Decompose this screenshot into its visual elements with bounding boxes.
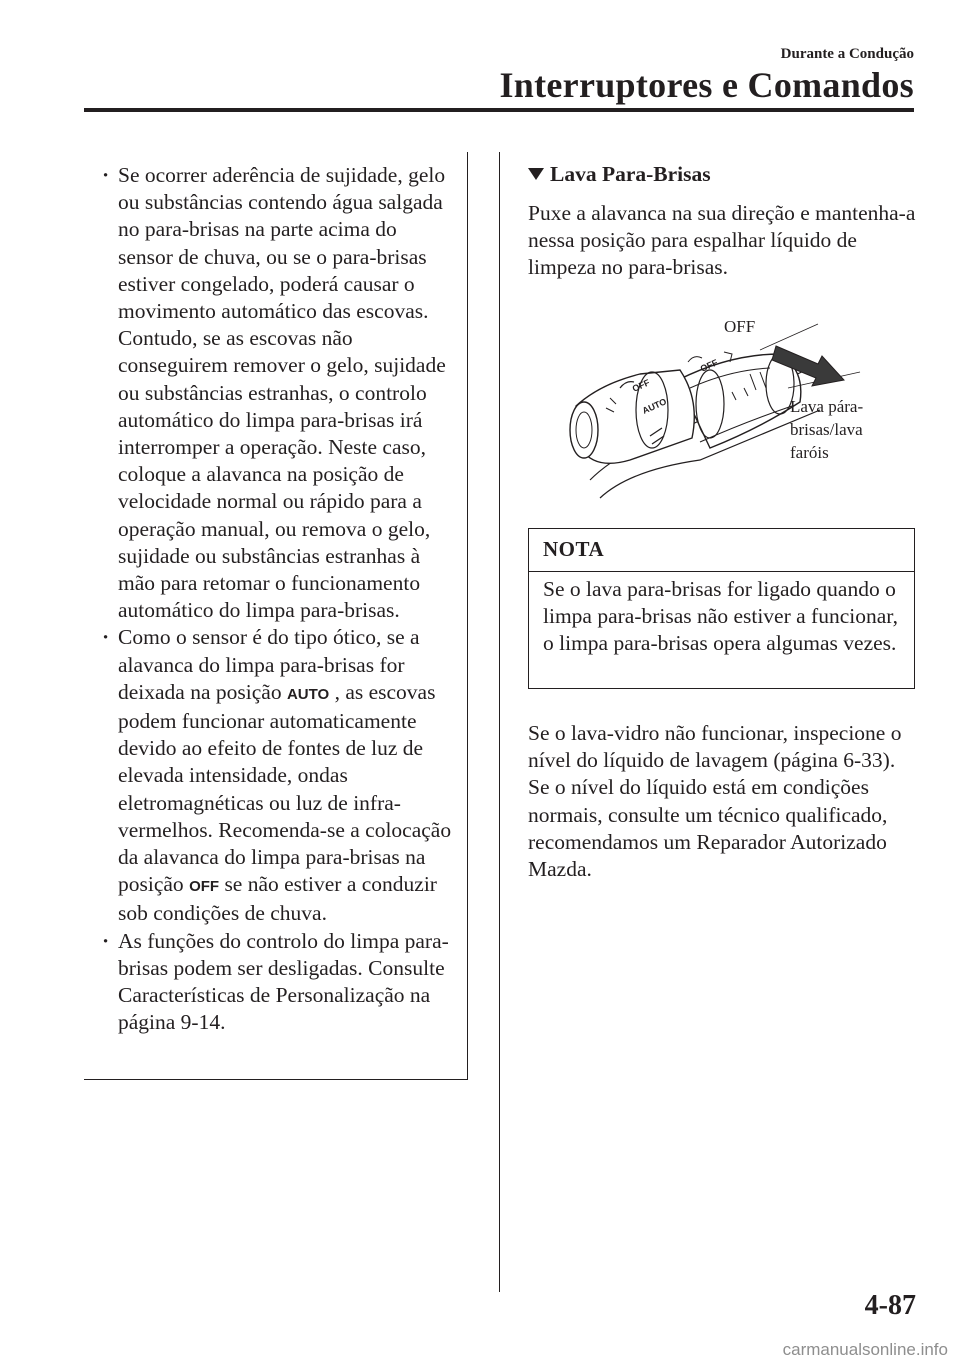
figure-label-off: OFF	[724, 317, 756, 336]
triangle-down-icon	[528, 168, 544, 180]
page-number: 4-87	[864, 1290, 916, 1321]
caution-item-2-text-c: se não estiver a conduzir sob condições de chuva.	[118, 872, 437, 926]
caution-item-2-text-a: Como o sensor é do tipo ótico, se a alavanca do limpa para-brisas for deixada na posição	[118, 625, 420, 704]
washer-instructions: Puxe a alavanca na sua direção e mantenha-a nessa posição para espalhar líquido de limpeza no para-brisas.	[528, 201, 916, 280]
header-title: Interruptores e Comandos	[499, 65, 914, 105]
washer-troubleshooting-text: Se o lava-vidro não funcionar, inspecione o nível do líquido de lavagem (página 6-33). Se o nível do líquido está em condições normais, consulte um técnico qualificado, recomendamos um Reparador Autorizado Mazda.	[528, 721, 902, 882]
note-title: NOTA	[529, 529, 914, 572]
figure-label-washer-1: Lava pára-	[790, 397, 864, 416]
section-heading-text: Lava Para-Brisas	[550, 162, 711, 186]
caution-list	[84, 152, 467, 1037]
note-text: Se o lava para-brisas for ligado quando o limpa para-brisas não estiver a funcionar, o limpa para-brisas opera algumas vezes.	[543, 577, 898, 656]
section-heading	[528, 160, 916, 188]
caution-item-3	[100, 928, 457, 1037]
caution-item-2-text-b: , as escovas podem funcionar automaticamente devido ao efeito de fontes de luz de elevada intensidade, ondas eletromagnéticas ou luz de infra-vermelhos. Recomenda-se a colocação da alavanca do limpa para-brisas na posição	[118, 679, 452, 897]
right-column	[528, 160, 916, 282]
caution-item-2	[100, 624, 457, 927]
caution-item-1-text: Se ocorrer aderência de sujidade, gelo ou substâncias contendo água salgada no para-brisas na parte acima do sensor de chuva, ou se o para-brisas estiver congelado, poderá causar o movimento automático das escovas. Contudo, se as escovas não conseguirem remover o gelo, sujidade ou substâncias estranhas, o controlo automático do limpa para-brisas irá interromper a operação. Neste caso, coloque a alavanca na posição de velocidade normal ou rápido para a operação manual, ou remova o gelo, sujidade ou substâncias estranhas à mão para retomar o funcionamento automático do limpa para-brisas.	[118, 163, 446, 623]
off-position-label: OFF	[189, 878, 220, 896]
caution-item-3-text: As funções do controlo do limpa para-brisas podem ser desligadas. Consulte Características de Personalização na página 9-14.	[118, 928, 449, 1035]
auto-position-label: AUTO	[286, 685, 330, 703]
caution-item-1	[100, 162, 457, 624]
note-box	[528, 528, 915, 689]
header-rule	[84, 108, 914, 112]
column-divider	[499, 152, 500, 1292]
ring-off-label: OFF	[698, 357, 720, 374]
figure-label-washer-3: faróis	[790, 443, 829, 462]
header-section-label: Durante a Condução	[780, 46, 914, 62]
knob-off-label: OFF	[630, 377, 652, 394]
knob-auto-label: AUTO	[640, 396, 668, 416]
watermark: carmanualsonline.info	[782, 1340, 948, 1359]
figure-label-washer-2: brisas/lava	[790, 420, 863, 439]
caution-box	[84, 152, 468, 1080]
wiper-lever-figure	[560, 310, 890, 510]
